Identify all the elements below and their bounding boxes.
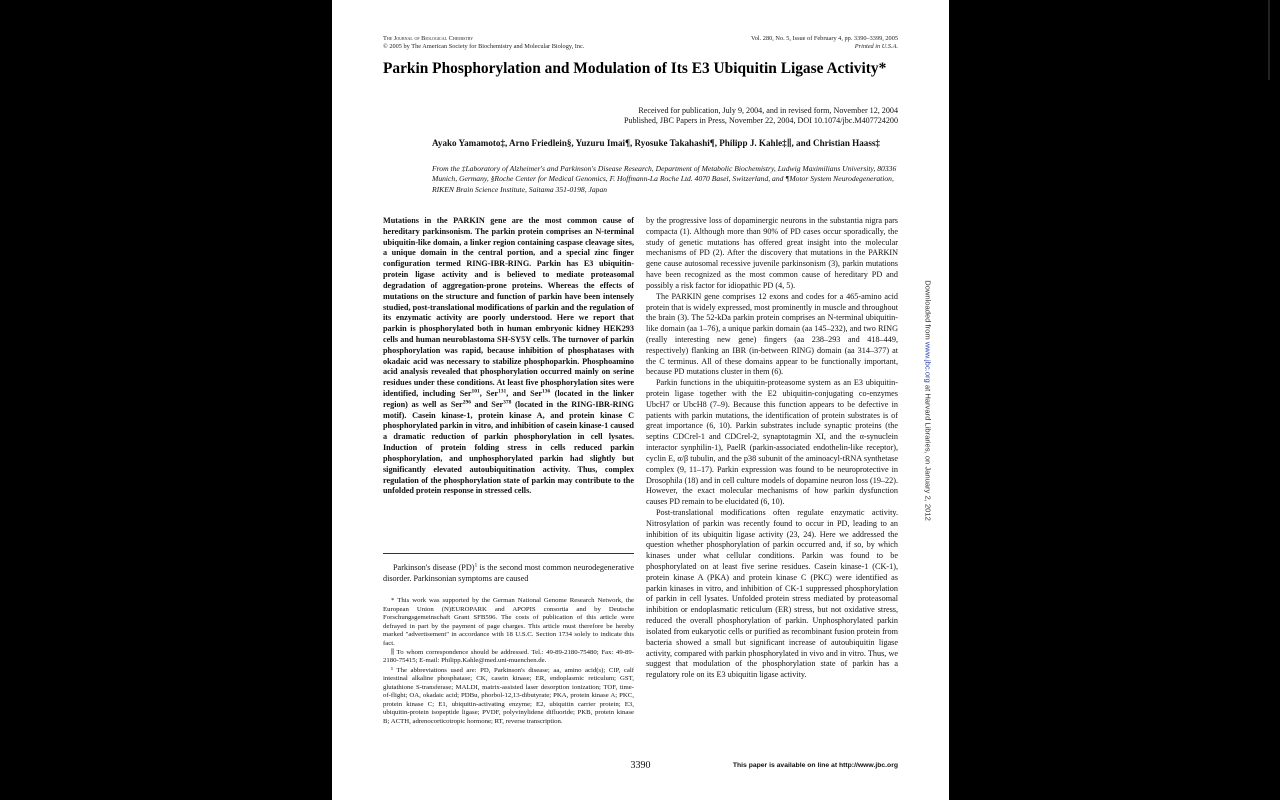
superscript: 131 [498,388,507,395]
journal-name: The Journal of Biological Chemistry [383,35,474,42]
received-line: Received for publication, July 9, 2004, and in revised form, November 12, 2004 [638,106,898,115]
watermark-suffix: at Harvard Libraries, on January 2, 2012 [923,382,933,521]
correspondence-footnote: ∥ To whom correspondence should be addressed. Tel.: 49-89-2180-75480; Fax: 49-89-2180-75415; E-mail: Philipp.Kahle@med.uni-muenchen.de. [383,648,634,665]
abstract-text: and Ser [470,399,504,409]
abstract-divider [383,553,634,554]
funding-footnote: * This work was supported by the German National Genome Research Network, the European Union (N)EUROPARK and APOPIS consortia and by Deutsche Forschungsgemeinschaft Grant SFB596. The costs of publication of this article were defrayed in part by the payment of page charges. This article must therefore be hereby marked "advertisement" in accordance with 18 U.S.C. Section 1734 solely to indicate this fact. [383,597,634,647]
superscript: 136 [542,388,551,395]
download-watermark [924,270,932,530]
superscript: 378 [503,399,512,406]
right-column [646,216,898,681]
footnotes [383,597,634,727]
body-paragraph: Parkin functions in the ubiquitin-proteasome system as an E3 ubiquitin-protein ligase together with the E2 ubiquitin-conjugating co-enzymes UbcH7 or UbcH8 (7–9). Because this function appears to be defective in patients with parkin mutations, the identification of protein substrates is of great importance (6, 10). Parkin substrates include synaptic proteins (the septins CDCrel-1 and CDCrel-2, synaptotagmin XI, and the α-synuclein interactor synphilin-1), PaelR (parkin-associated endothelin-like receptor), cyclin E, α/β tubulin, and the p38 subunit of the aminoacyl-tRNA synthetase complex (9, 11–17). Parkin expression was found to be neuroprotective in Drosophila (18) and in cell culture models of dopamine neuron loss (19–22). However, the exact molecular mechanisms of how parkin dysfunction causes PD remain to be elucidated (6, 10). [646,378,898,507]
copyright-line: © 2005 by The American Society for Biochemistry and Molecular Biology, Inc. [383,42,585,50]
issue-line: Vol. 280, No. 5, Issue of February 4, pp. 3390–3399, 2005 [751,35,898,42]
introduction-start [383,563,634,585]
scrollbar-thumb[interactable] [1268,0,1270,80]
printed-line: Printed in U.S.A. [854,42,898,50]
abstract-text: (located in the RING-IBR-RING motif). Casein kinase-1, protein kinase A, and protein kinase C phosphorylated parkin in vitro, and inhibition of casein kinase-1 caused a dramatic reduction of parkin phosphorylation in cell lysates. Induction of protein folding stress in cells reduced parkin phosphorylation, and unphosphorylated parkin had slightly but significantly elevated autoubiquitination activity. Thus, complex regulation of the phosphorylation state of parkin may contribute to the unfolded protein response in stressed cells. [383,399,634,496]
body-paragraph: Post-translational modifications often regulate enzymatic activity. Nitrosylation of parkin was recently found to occur in PD, leading to an inhibition of its ubiquitin ligase activity (23, 24). Here we addressed the question whether phosphorylation of parkin occurred and, if so, by which kinases under what cellular conditions. Parkin was found to be phosphorylated on at least five serine residues. Casein kinase-1 (CK-1), protein kinase A (PKA) and protein kinase C (PKC) were identified as parkin kinases in vitro, and inhibition of CK-1 suppressed phosphorylation of parkin in cell lysates. Unfolded protein stress mediated by proteasomal inhibition or endoplasmatic reticulum (ER) stress, but not oxidative stress, reduced the overall phosphorylation of parkin. Unphosphorylated parkin isolated from eukaryotic cells or purified as recombinant fusion protein from bacteria showed a small but significant increase of autoubiquitin ligase activity, compared with parkin phosphorylated in vivo and in vitro. Thus, we suggest that modulation of the phosphorylation state of parkin has a regulatory role on its E3 ubiquitin ligase activity. [646,507,898,680]
abstract [383,216,634,497]
watermark-prefix: Downloaded from [923,280,933,342]
abstract-text: , Ser [479,389,498,398]
intro-text: Parkinson's disease (PD) [393,563,475,572]
publication-dates [478,106,898,125]
body-paragraph: The PARKIN gene comprises 12 exons and codes for a 465-amino acid protein that is widely expressed, most prominently in muscle and throughout the brain (3). The 52-kDa parkin protein comprises an N-terminal ubiquitin-like domain (aa 1–76), a unique parkin domain (aa 145–232), and two RING (really interesting new gene) fingers (aa 238–293 and 418–449, respectively) flanking an IBR (in-between RING) domain (aa 314–377) at the C terminus. All of these domains appear to be functionally important, because PD mutations cluster in them (6). [646,291,898,377]
intro-text: is the second most common neurodegenerative disorder. Parkinsonian symptoms are caused [383,563,634,583]
page-number: 3390 [630,760,651,771]
published-line: Published, JBC Papers in Press, November 22, 2004, DOI 10.1074/jbc.M407724200 [623,115,898,125]
abstract-text: (located in the linker region) as well as Ser [383,389,635,409]
superscript: 101 [471,388,480,395]
jbc-link[interactable]: www.jbc.org [923,341,933,383]
download-watermark-text [924,271,933,531]
abbreviations-footnote: ¹ The abbreviations used are: PD, Parkinson's disease; aa, amino acid(s); CIP, calf intestinal alkaline phosphatase; CK, casein kinase; ER, endoplasmic reticulum; GST, glutathione S-transferase; MALDI, matrix-assisted laser desorption ionization; TOF, time-of-flight; OA, okadaic acid; PDBu, phorbol-12,13-dibutyrate; PKA, protein kinase A; PKC, protein kinase C; E1, ubiquitin-activating enzyme; E2, ubiquitin carrier protein; E3, ubiquitin-protein isopeptide ligase; PVDF, polyvinylidene difluoride; PKB, protein kinase B; ACTH, adrenocorticotropic hormone; RT, reverse transcription. [383,666,634,725]
pdf-page [332,0,949,800]
abstract-text: , and Ser [506,389,542,398]
affiliations: From the ‡Laboratory of Alzheimer's and Parkinson's Disease Research, Department of Metabolic Biochemistry, Ludwig Maximilians University, 80336 Munich, Germany, §Roche Center for Medical Genomics, F. Hoffmann-La Roche Ltd. 4070 Basel, Switzerland, and ¶Motor System Neurodegeneration, RIKEN Brain Science Institute, Saitama 351-0198, Japan [432,164,897,194]
author-list: Ayako Yamamoto‡, Arno Friedlein§, Yuzuru Imai¶, Ryosuke Takahashi¶, Philipp J. Kahle‡∥, and Christian Haass‡ [432,138,880,148]
journal-header-right [638,35,898,50]
availability-notice: This paper is available on line at http://www.jbc.org [732,762,898,769]
superscript: 296 [462,399,471,406]
body-paragraph: by the progressive loss of dopaminergic neurons in the substantia nigra pars compacta (1). Although more than 90% of PD cases occur sporadically, the study of genetic mutations has offered great insight into the molecular mechanisms of PD (2). After the discovery that mutations in the PARKIN gene cause autosomal recessive juvenile parkinsonism (3), parkin mutations have been recognized as the most common cause of hereditary PD and possibly a risk factor for idiopathic PD (4, 5). [646,216,898,290]
article-title: Parkin Phosphorylation and Modulation of Its E3 Ubiquitin Ligase Activity* [383,60,887,77]
footnote-ref: 1 [474,562,478,569]
abstract-text: Mutations in the PARKIN gene are the most common cause of hereditary parkinsonism. The parkin protein comprises an N-terminal ubiquitin-like domain, a linker region containing caspase cleavage sites, a unique domain in the central portion, and a special zinc finger configuration termed RING-IBR-RING. Parkin has E3 ubiquitin-protein ligase activity and is believed to mediate proteasomal degradation of aggregation-prone proteins. Whereas the effects of mutations on the structure and function of parkin have been intensely studied, post-translational modifications of parkin and the regulation of its enzymatic activity are poorly understood. Here we report that parkin is phosphorylated both in human embryonic kidney HEK293 cells and human neuroblastoma SH-SY5Y cells. The turnover of parkin phosphorylation was rapid, because inhibition of phosphatases with okadaic acid was necessary to stabilize phosphoparkin. Phosphoamino acid analysis revealed that phosphorylation occurred mainly on serine residues under these conditions. At least five phosphorylation sites were identified, including Ser [383,216,634,398]
